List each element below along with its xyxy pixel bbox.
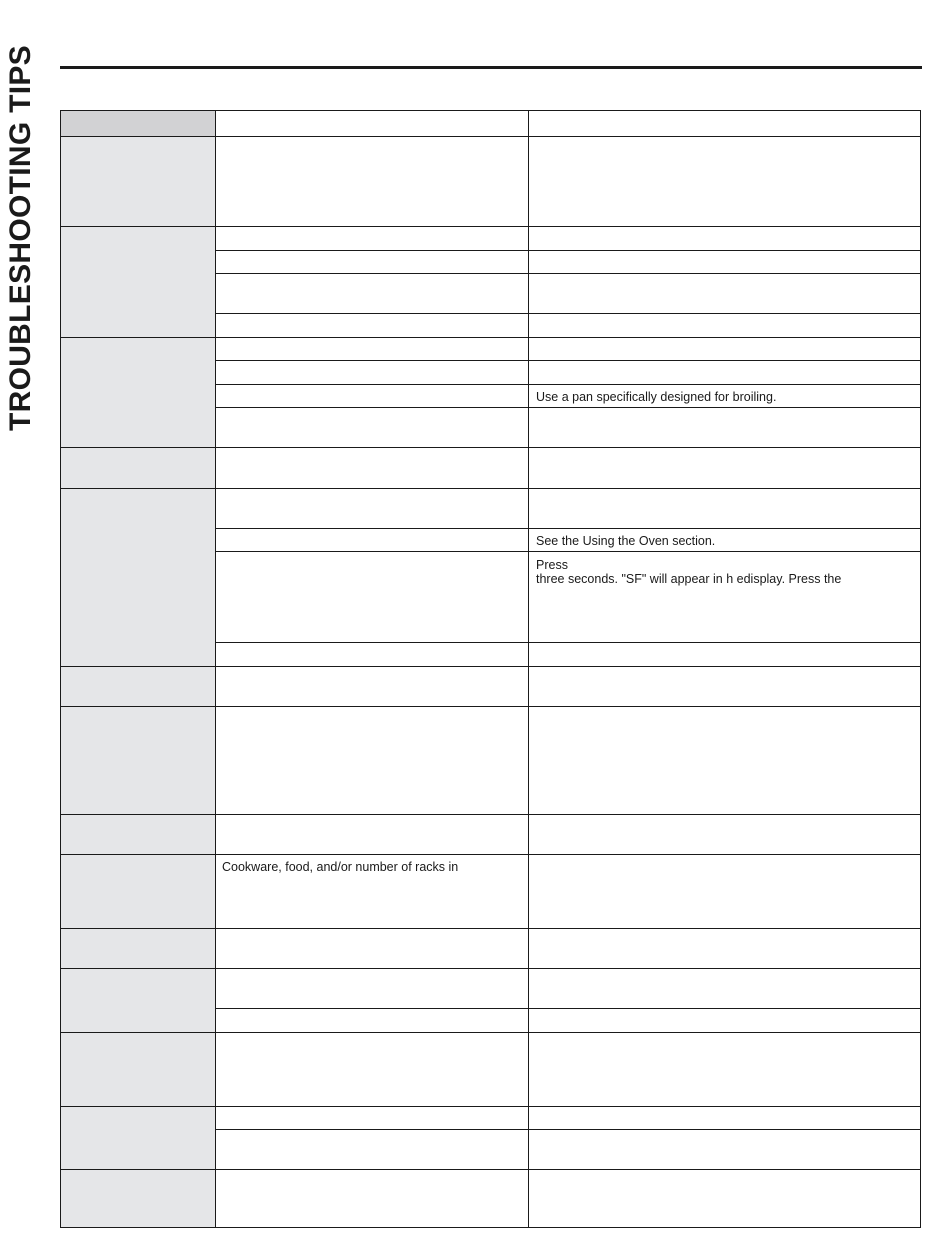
row-divider	[60, 1169, 921, 1170]
sub-row-divider	[215, 642, 921, 643]
row-divider	[60, 226, 921, 227]
row-divider	[60, 666, 921, 667]
sub-row-divider	[215, 1008, 921, 1009]
sub-row-divider	[215, 407, 921, 408]
sub-row-divider	[215, 384, 921, 385]
problem-cell	[60, 338, 215, 447]
row-divider	[60, 337, 921, 338]
solution-text: Use a pan specifically designed for broiling.	[536, 390, 777, 404]
header-rule	[60, 66, 922, 69]
column-divider	[528, 110, 529, 1228]
problem-cell	[60, 1033, 215, 1106]
problem-cell	[60, 1170, 215, 1228]
table-border-left	[60, 110, 61, 1228]
column-divider	[215, 110, 216, 1228]
sub-row-divider	[215, 1129, 921, 1130]
sub-row-divider	[215, 273, 921, 274]
problem-cell	[60, 227, 215, 337]
problem-cell	[60, 448, 215, 488]
sub-row-divider	[215, 360, 921, 361]
problem-cell	[60, 707, 215, 814]
row-divider	[60, 706, 921, 707]
problem-cell	[60, 969, 215, 1032]
section-title: TROUBLESHOOTING TIPS	[4, 45, 37, 432]
problem-cell	[60, 489, 215, 666]
problem-cell	[60, 137, 215, 226]
solution-text: three seconds. "SF" will appear in h edisplay. Press the	[536, 572, 842, 586]
row-divider	[60, 110, 921, 111]
table-header-cell	[60, 110, 215, 136]
sub-row-divider	[215, 250, 921, 251]
sub-row-divider	[215, 313, 921, 314]
row-divider	[60, 814, 921, 815]
row-divider	[60, 447, 921, 448]
row-divider	[60, 136, 921, 137]
sub-row-divider	[215, 551, 921, 552]
cause-text: Cookware, food, and/or number of racks in	[222, 860, 459, 874]
problem-cell	[60, 855, 215, 928]
row-divider	[60, 928, 921, 929]
solution-text: See the Using the Oven section.	[536, 534, 716, 548]
row-divider	[60, 1032, 921, 1033]
problem-cell	[60, 815, 215, 854]
row-divider	[60, 854, 921, 855]
problem-cell	[60, 929, 215, 968]
table-border-bottom	[60, 1227, 921, 1228]
solution-text: Press	[536, 558, 568, 572]
row-divider	[60, 1106, 921, 1107]
row-divider	[60, 488, 921, 489]
row-divider	[60, 968, 921, 969]
table-border-right	[920, 110, 921, 1228]
problem-cell	[60, 667, 215, 706]
problem-cell	[60, 1107, 215, 1169]
sub-row-divider	[215, 528, 921, 529]
